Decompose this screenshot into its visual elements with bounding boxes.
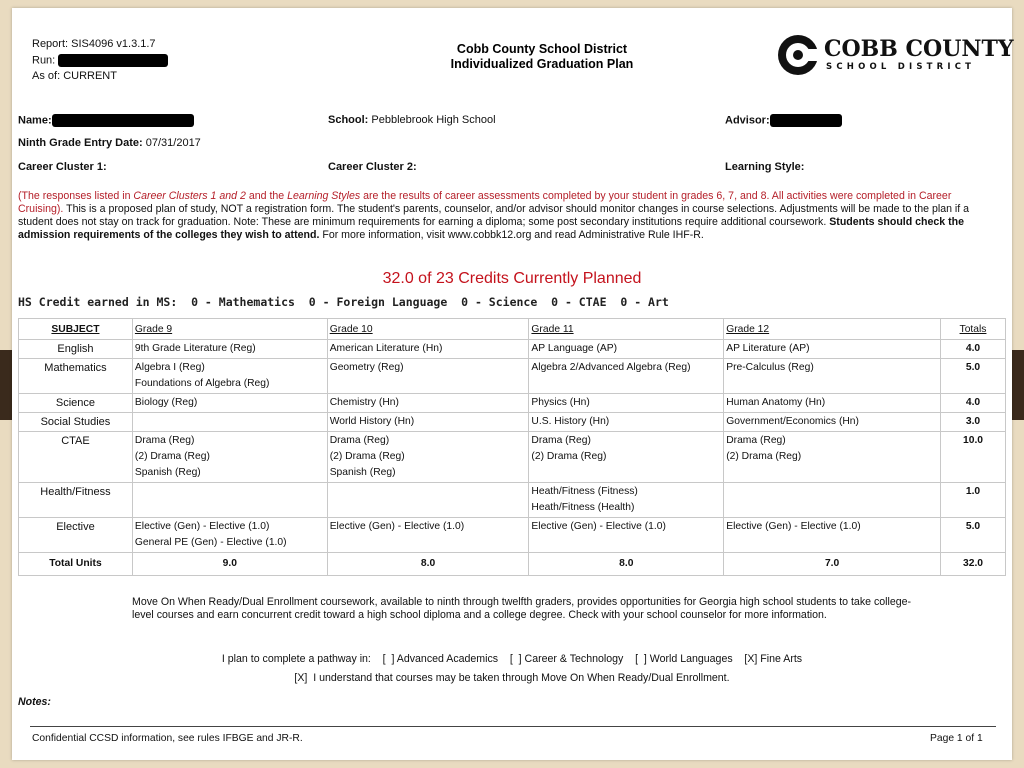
row-total: 4.0 [941, 394, 1006, 413]
course-cell-g9 [132, 432, 327, 483]
header-grade-10: Grade 10 [327, 319, 529, 340]
redaction-bar [58, 54, 168, 67]
course-entry [726, 484, 938, 500]
course-entry [330, 484, 527, 500]
header-grade-9: Grade 9 [132, 319, 327, 340]
course-cell-g12 [724, 413, 941, 432]
course-entry [135, 484, 325, 500]
course-entry: 9th Grade Literature (Reg) [134, 343, 256, 354]
table-row [19, 483, 1006, 518]
course-cell-g9 [132, 340, 327, 359]
total-grade-9: 9.0 [132, 553, 327, 576]
course-cell-g10 [327, 413, 529, 432]
redaction-bar [770, 114, 842, 127]
course-entry: Government/Economics (Hn) [726, 416, 859, 427]
course-cell-g12 [724, 394, 941, 413]
header-grade-11: Grade 11 [529, 319, 724, 340]
move-on-paragraph: Move On When Ready/Dual Enrollment coursework, available to ninth through twelfth graders, provides opportunities for Georgia high school students to take college-level courses and earn concurrent credit toward a high school diploma and a college degree. Check with your school counselor for more information. [132, 596, 912, 621]
course-entry: (2) Drama (Reg) [726, 451, 802, 462]
total-units-row [19, 553, 1006, 576]
course-cell-g9 [132, 359, 327, 394]
course-cell-g9 [132, 483, 327, 518]
course-cell-g10 [327, 432, 529, 483]
credits-planned: 32.0 of 23 Credits Currently Planned [382, 270, 642, 287]
total-units: 32.0 [941, 553, 1006, 576]
course-entry: Elective (Gen) - Elective (1.0) [531, 521, 666, 532]
course-cell-g10 [327, 394, 529, 413]
course-entry [135, 414, 325, 430]
course-cell-g11 [529, 394, 724, 413]
subject-cell: Social Studies [19, 413, 133, 432]
subject-cell: English [19, 340, 133, 359]
course-entry: AP Language (AP) [531, 343, 618, 354]
course-cell-g12 [724, 432, 941, 483]
course-entry: American Literature (Hn) [329, 343, 443, 354]
subject-cell: Mathematics [19, 359, 133, 394]
page-number: Page 1 of 1 [930, 733, 983, 744]
page-title: Cobb County School District Individualized Graduation Plan [450, 42, 634, 71]
course-entry: Pre-Calculus (Reg) [726, 362, 814, 373]
report-run: Run: [32, 54, 168, 67]
table-row [19, 432, 1006, 483]
document-page [12, 8, 1012, 760]
table-body [19, 340, 1006, 553]
course-cell-g11 [529, 340, 724, 359]
course-cell-g10 [327, 359, 529, 394]
dark-edge-left [0, 350, 12, 420]
course-entry: (2) Drama (Reg) [329, 451, 405, 462]
table-row [19, 394, 1006, 413]
subject-cell: Health/Fitness [19, 483, 133, 518]
course-entry: Human Anatomy (Hn) [726, 397, 826, 408]
confidential-notice: Confidential CCSD information, see rules IFBGE and JR-R. [32, 733, 303, 744]
course-cell-g9 [132, 413, 327, 432]
row-total: 5.0 [941, 518, 1006, 553]
course-entry: Spanish (Reg) [134, 467, 201, 478]
total-grade-12: 7.0 [724, 553, 941, 576]
course-entry: Elective (Gen) - Elective (1.0) [329, 521, 465, 532]
table-row [19, 518, 1006, 553]
career-cluster-1: Career Cluster 1: [18, 161, 107, 173]
total-grade-10: 8.0 [327, 553, 529, 576]
course-entry: Drama (Reg) [329, 435, 390, 446]
disclaimer-paragraph: (The responses listed in Career Clusters 1 and 2 and the Learning Styles are the results of career assessments completed by your student in grades 6, 7, and 8. All activities were completed in Career Cruising). This is a proposed plan of study, NOT a registration form. The student's parents, counselor, and/or advisor should monitor changes in course selections. Adjustments will be made to the plan if a student does not stay on track for graduation. Note: These are minimum requirements for earning a diploma; some post secondary institutions require additional coursework. Students should check the admission requirements of the colleges they wish to attend. For more information, visit www.cobbk12.org and read Administrative Rule IHF-R. [18, 190, 970, 241]
course-cell-g10 [327, 518, 529, 553]
course-cell-g12 [724, 483, 941, 518]
student-name: Name: [18, 114, 194, 127]
report-asof: As of: CURRENT [32, 70, 117, 82]
subject-cell: Science [19, 394, 133, 413]
header-grade-12: Grade 12 [724, 319, 941, 340]
notes-label: Notes: [18, 696, 51, 708]
redaction-bar [52, 114, 194, 127]
report-id: Report: SIS4096 v1.3.1.7 [32, 38, 156, 50]
row-total: 5.0 [941, 359, 1006, 394]
table-header-row [19, 319, 1006, 340]
subject-cell: Elective [19, 518, 133, 553]
course-entry: Biology (Reg) [134, 397, 198, 408]
course-cell-g11 [529, 483, 724, 518]
dark-edge-right [1012, 350, 1024, 420]
course-entry: AP Literature (AP) [726, 343, 810, 354]
header-totals: Totals [941, 319, 1006, 340]
row-total: 10.0 [941, 432, 1006, 483]
subject-cell: CTAE [19, 432, 133, 483]
table-row [19, 340, 1006, 359]
hs-credit-earned: HS Credit earned in MS: 0 - Mathematics 0 - Foreign Language 0 - Science 0 - CTAE 0 - Art [18, 295, 669, 309]
row-total: 4.0 [941, 340, 1006, 359]
course-entry: Elective (Gen) - Elective (1.0) [726, 521, 861, 532]
graduation-plan-table [18, 318, 1006, 576]
learning-style: Learning Style: [725, 161, 805, 173]
table-row [19, 413, 1006, 432]
dual-enrollment-acknowledgement: [X] I understand that courses may be taken through Move On When Ready/Dual Enrollment. [294, 672, 730, 684]
total-units-label: Total Units [19, 553, 133, 576]
cobb-c-icon [778, 35, 818, 75]
course-cell-g11 [529, 359, 724, 394]
course-entry: (2) Drama (Reg) [531, 451, 607, 462]
course-entry: Chemistry (Hn) [329, 397, 399, 408]
course-cell-g10 [327, 483, 529, 518]
course-entry: Drama (Reg) [134, 435, 195, 446]
course-entry: Elective (Gen) - Elective (1.0) [134, 521, 270, 532]
career-cluster-2: Career Cluster 2: [328, 161, 417, 173]
course-entry: Heath/Fitness (Fitness) [531, 486, 638, 497]
course-entry: Drama (Reg) [531, 435, 591, 446]
course-entry: Spanish (Reg) [329, 467, 396, 478]
course-entry: Physics (Hn) [531, 397, 590, 408]
row-total: 3.0 [941, 413, 1006, 432]
course-entry: Geometry (Reg) [329, 362, 404, 373]
table-row [19, 359, 1006, 394]
course-cell-g9 [132, 518, 327, 553]
course-cell-g11 [529, 518, 724, 553]
course-cell-g12 [724, 518, 941, 553]
header-subject: SUBJECT [19, 319, 133, 340]
course-entry: Drama (Reg) [726, 435, 786, 446]
course-entry: U.S. History (Hn) [531, 416, 610, 427]
district-logo: COBB COUNTY SCHOOL DISTRICT [778, 34, 998, 80]
entry-date: Ninth Grade Entry Date: 07/31/2017 [18, 137, 201, 149]
course-cell-g10 [327, 340, 529, 359]
course-entry: Algebra 2/Advanced Algebra (Reg) [531, 362, 691, 373]
course-cell-g11 [529, 432, 724, 483]
course-cell-g9 [132, 394, 327, 413]
course-entry: World History (Hn) [329, 416, 415, 427]
advisor: Advisor: [725, 114, 842, 127]
course-entry: Heath/Fitness (Health) [531, 502, 635, 513]
course-entry: (2) Drama (Reg) [134, 451, 210, 462]
course-cell-g12 [724, 340, 941, 359]
course-entry: Foundations of Algebra (Reg) [134, 378, 270, 389]
course-cell-g11 [529, 413, 724, 432]
course-entry: General PE (Gen) - Elective (1.0) [134, 537, 287, 548]
total-grade-11: 8.0 [529, 553, 724, 576]
course-cell-g12 [724, 359, 941, 394]
footer-divider [30, 726, 996, 727]
course-entry: Algebra I (Reg) [134, 362, 205, 373]
pathway-choices: I plan to complete a pathway in: [ ] Advanced Academics [ ] Career & Technology [ ] World Languages [X] Fine Arts [221, 653, 803, 665]
row-total: 1.0 [941, 483, 1006, 518]
school: School: Pebblebrook High School [328, 114, 496, 126]
